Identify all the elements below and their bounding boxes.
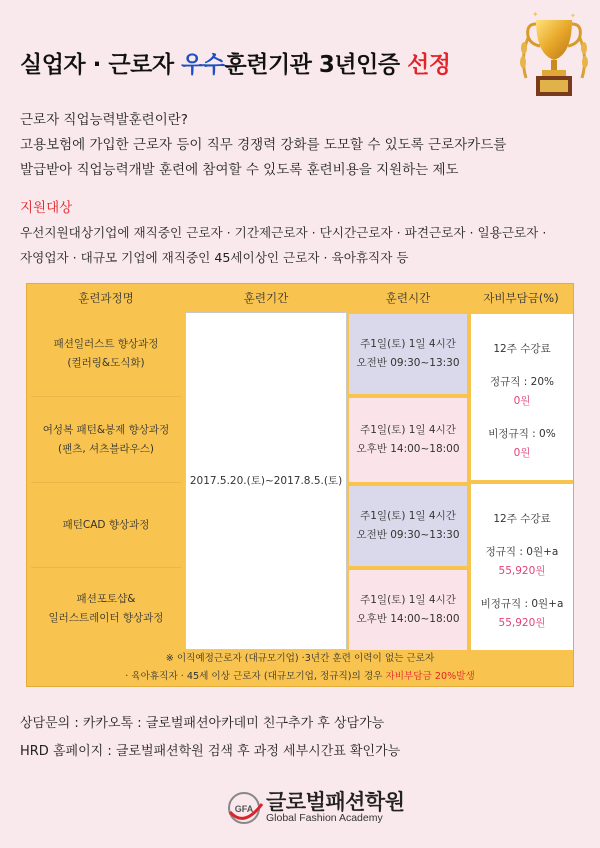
row-divider bbox=[31, 396, 181, 397]
course-name: 패턴CAD 향상과정 bbox=[62, 518, 150, 531]
title-highlight-excellent: 우수 bbox=[181, 52, 225, 78]
course-subtitle: (컬러링&도식화) bbox=[67, 357, 145, 369]
header-period: 훈련기간 bbox=[243, 291, 289, 305]
time-days: 주1일(토) 1일 4시간 bbox=[360, 424, 456, 436]
training-period: 2017.5.20.(토)~2017.8.5.(토) bbox=[189, 474, 343, 487]
target-line-1: 우선지원대상기업에 재직중인 근로자 · 기간제근로자 · 단시간근로자 · 파견근로자 · 일용근로자 · bbox=[20, 225, 547, 240]
time-hours: 오후반 14:00~18:00 bbox=[356, 613, 460, 625]
time-hours: 오전반 09:30~13:30 bbox=[356, 529, 460, 541]
time-hours: 오전반 09:30~13:30 bbox=[356, 357, 460, 369]
row-divider bbox=[31, 567, 181, 568]
footnote-line-1: ※ 이직예정근로자 (대규모기업) ·3년간 훈련 이력이 없는 근로자 bbox=[165, 653, 435, 664]
row-divider bbox=[31, 482, 181, 483]
logo-name-korean: 글로벌패션학원 bbox=[266, 790, 405, 814]
fee-regular-amount: 0원 bbox=[513, 395, 531, 407]
title-highlight-selected: 선정 bbox=[407, 52, 451, 78]
time-cell bbox=[349, 398, 467, 482]
intro-line-2: 발급받아 직업능력개발 훈련에 참여할 수 있도록 훈련비용을 지원하는 제도 bbox=[20, 162, 459, 178]
course-cell bbox=[27, 398, 185, 482]
time-cell bbox=[349, 314, 467, 394]
intro-section bbox=[20, 108, 506, 183]
fee-title: 12주 수강료 bbox=[493, 343, 551, 355]
time-cell bbox=[349, 570, 467, 650]
period-cell bbox=[185, 312, 347, 650]
course-subtitle: 일러스트레이터 향상과정 bbox=[48, 612, 164, 624]
target-section bbox=[20, 220, 546, 270]
svg-text:✦: ✦ bbox=[570, 12, 576, 20]
course-name: 패션포토샵& bbox=[76, 593, 136, 605]
fee-title: 12주 수강료 bbox=[493, 513, 551, 525]
contact-kakao: 상담문의 : 카카오톡 : 글로벌패션아카데미 친구추가 후 상담가능 bbox=[20, 716, 385, 731]
fee-cell bbox=[471, 484, 573, 650]
header-course: 훈련과정명 bbox=[78, 291, 134, 305]
intro-heading: 근로자 직업능력발훈련이란? bbox=[20, 112, 188, 128]
title-part-1: 실업자 · 근로자 bbox=[20, 52, 182, 78]
contact-hrd: HRD 홈페이지 : 글로벌패션학원 검색 후 과정 세부시간표 확인가능 bbox=[20, 744, 401, 759]
time-hours: 오후반 14:00~18:00 bbox=[356, 443, 460, 455]
course-cell bbox=[27, 568, 185, 650]
logo-mark-text: GFA bbox=[234, 804, 254, 814]
fee-irregular-amount: 0원 bbox=[513, 447, 531, 459]
intro-line-1: 고용보험에 가입한 근로자 등이 직무 경쟁력 강화를 도모할 수 있도록 근로자카드를 bbox=[20, 137, 507, 153]
course-name: 여성복 패턴&봉제 향상과정 bbox=[42, 424, 170, 436]
target-heading: 지원대상 bbox=[20, 200, 73, 216]
fee-irregular-label: 비정규직 : 0원+a bbox=[480, 598, 564, 610]
trophy-icon bbox=[518, 8, 590, 106]
time-days: 주1일(토) 1일 4시간 bbox=[360, 594, 456, 606]
header-time: 훈련시간 bbox=[385, 291, 431, 305]
course-table bbox=[26, 283, 574, 687]
header-fee: 자비부담금(%) bbox=[483, 291, 559, 305]
course-name: 패션일러스트 향상과정 bbox=[53, 338, 159, 350]
logo-name-english: Global Fashion Academy bbox=[266, 812, 383, 824]
fee-regular-label: 정규직 : 20% bbox=[490, 376, 554, 388]
time-cell bbox=[349, 486, 467, 566]
footnote-highlight: 자비부담금 20%발생 bbox=[385, 671, 475, 682]
fee-irregular-amount: 55,920원 bbox=[498, 617, 546, 629]
fee-regular-label: 정규직 : 0원+a bbox=[485, 546, 559, 558]
academy-logo bbox=[226, 786, 426, 830]
fee-irregular-label: 비정규직 : 0% bbox=[488, 428, 556, 440]
time-days: 주1일(토) 1일 4시간 bbox=[360, 338, 456, 350]
fee-regular-amount: 55,920원 bbox=[498, 565, 546, 577]
table-footnote bbox=[27, 650, 573, 687]
contact-section bbox=[20, 710, 400, 766]
title-part-3: 훈련기관 3년인증 bbox=[224, 52, 408, 78]
course-cell bbox=[27, 484, 185, 566]
course-subtitle: (팬츠, 셔츠블라우스) bbox=[57, 443, 154, 455]
target-line-2: 자영업자 · 대규모 기업에 재직중인 45세이상인 근로자 · 육아휴직자 등 bbox=[20, 250, 409, 265]
footnote-line-2: · 육아휴직자 · 45세 이상 근로자 (대규모기업, 정규직)의 경우 bbox=[125, 671, 383, 682]
svg-text:✦: ✦ bbox=[532, 10, 539, 19]
gfa-logo-icon bbox=[226, 788, 266, 828]
course-cell bbox=[27, 312, 185, 396]
page-title bbox=[20, 46, 451, 79]
time-days: 주1일(토) 1일 4시간 bbox=[360, 510, 456, 522]
fee-cell bbox=[471, 314, 573, 480]
